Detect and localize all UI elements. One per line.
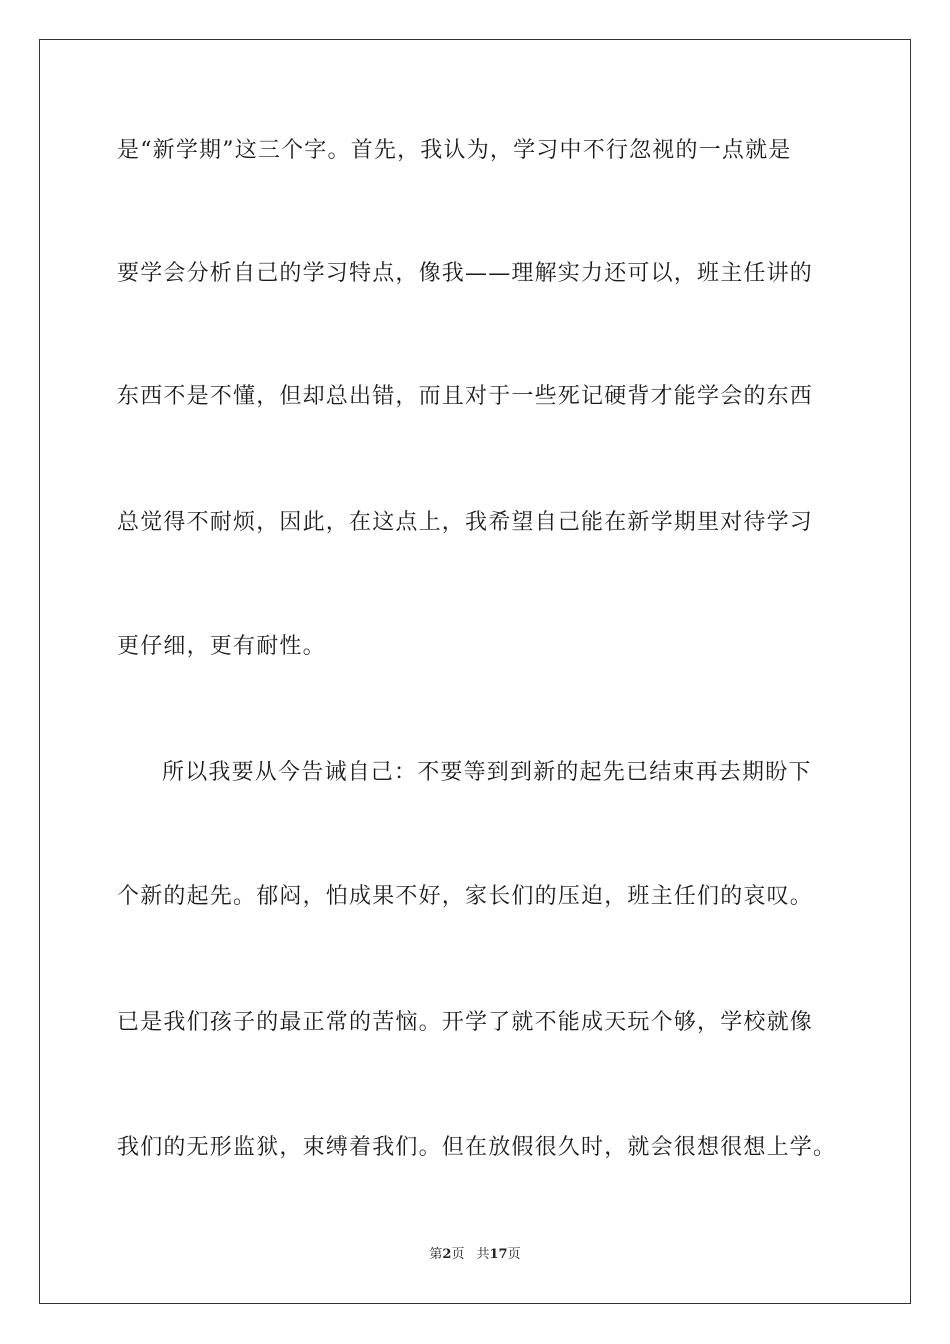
body-line-5: 更仔细，更有耐性。	[117, 634, 326, 659]
body-line-7: 个新的起先。郁闷，怕成果不好，家长们的压迫，班主任们的哀叹。	[117, 884, 814, 909]
page-number: 2	[442, 1247, 452, 1262]
body-line-8: 已是我们孩子的最正常的苦恼。开学了就不能成天玩个够，学校就像	[117, 1010, 814, 1035]
body-line-2: 要学会分析自己的学习特点，像我——理解实力还可以，班主任讲的	[117, 261, 814, 286]
page-prefix: 第	[429, 1247, 443, 1262]
total-suffix: 页	[507, 1247, 521, 1262]
total-pages: 17	[489, 1247, 508, 1262]
body-line-3: 东西不是不懂，但却总出错，而且对于一些死记硬背才能学会的东西	[117, 384, 814, 409]
page-footer	[0, 1246, 950, 1264]
page-suffix: 页	[451, 1247, 465, 1262]
body-line-4: 总觉得不耐烦，因此，在这点上，我希望自己能在新学期里对待学习	[117, 510, 814, 535]
page-border	[39, 39, 911, 1304]
body-line-1: 是“新学期”这三个字。首先，我认为，学习中不行忽视的一点就是	[117, 138, 792, 163]
total-prefix: 共	[476, 1247, 490, 1262]
body-line-6: 所以我要从今告诫自己：不要等到到新的起先已结束再去期盼下	[162, 760, 812, 785]
body-line-9: 我们的无形监狱，束缚着我们。但在放假很久时，就会很想很想上学。	[117, 1135, 837, 1160]
